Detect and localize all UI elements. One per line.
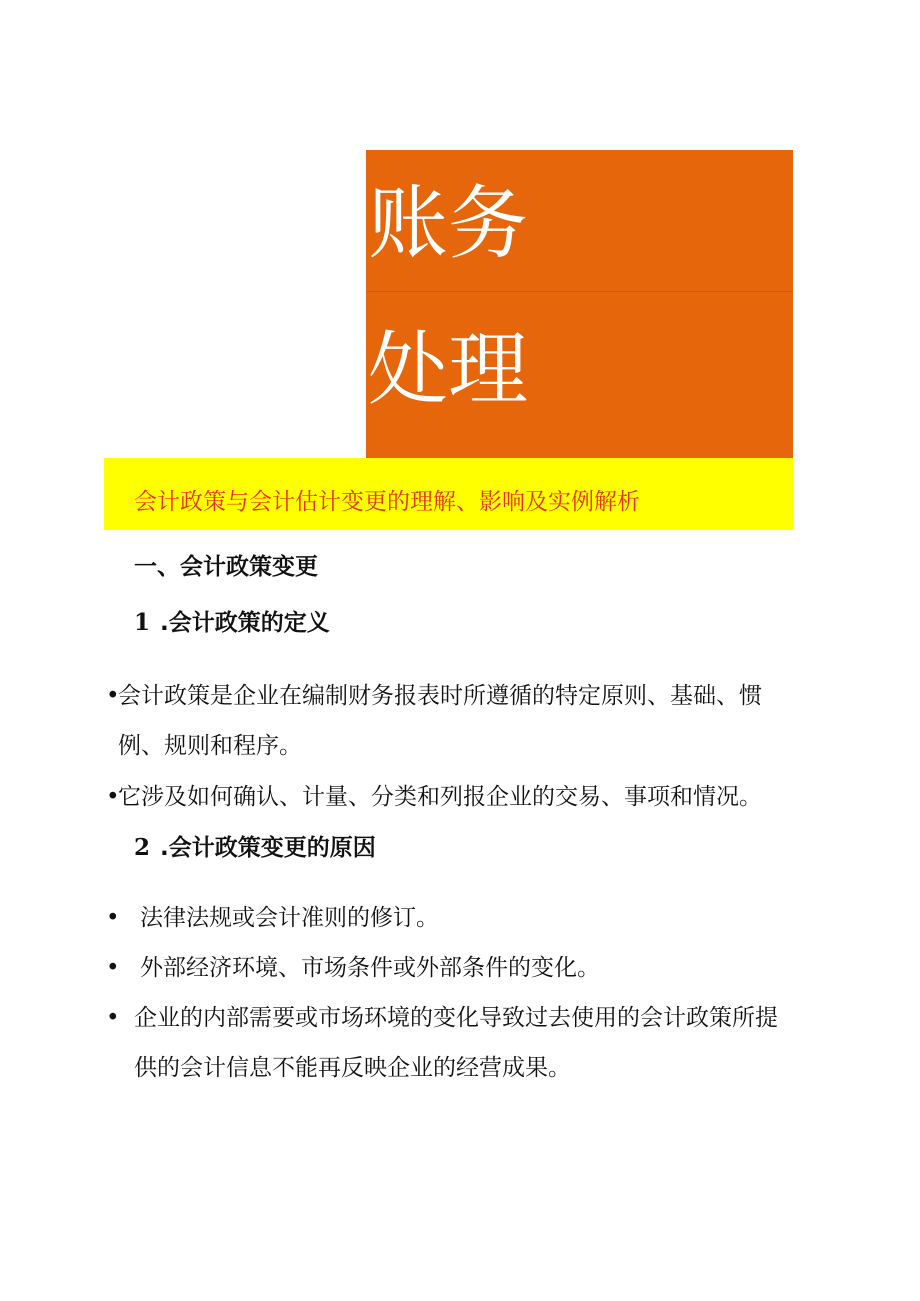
bullet-icon: • bbox=[106, 955, 120, 981]
subheading-change-reasons bbox=[134, 833, 376, 863]
reason-bullet-1: 法律法规或会计准则的修订。 bbox=[140, 905, 439, 931]
definition-bullet-2: 它涉及如何确认、计量、分类和列报企业的交易、事项和情况。 bbox=[118, 784, 762, 810]
subheading-policy-definition bbox=[134, 608, 330, 638]
cover-title-divider bbox=[366, 291, 793, 292]
list-item bbox=[106, 772, 806, 822]
subheading-number: 2 bbox=[134, 834, 151, 861]
section-heading-policy-change bbox=[134, 552, 318, 582]
cover-title-block bbox=[366, 150, 793, 458]
subheading-text: .会计政策变更的原因 bbox=[160, 835, 376, 861]
definition-bullet-1: 会计政策是企业在编制财务报表时所遵循的特定原则、基础、惯例、规则和程序。 bbox=[118, 683, 762, 759]
reason-bullet-3: 企业的内部需要或市场环境的变化导致过去使用的会计政策所提供的会计信息不能再反映企业的经营成果。 bbox=[134, 1005, 778, 1081]
bullet-icon: • bbox=[106, 784, 120, 810]
bullet-icon: • bbox=[106, 905, 120, 931]
bullet-icon: • bbox=[106, 1005, 120, 1031]
subtitle-band bbox=[104, 458, 793, 530]
document-subtitle: 会计政策与会计估计变更的理解、影响及实例解析 bbox=[134, 489, 640, 515]
bullet-icon: • bbox=[106, 683, 120, 709]
list-item bbox=[106, 943, 786, 993]
cover-title-line-1: 账务 bbox=[368, 177, 528, 270]
section-heading-text: 一、会计政策变更 bbox=[134, 554, 318, 580]
subheading-text: .会计政策的定义 bbox=[160, 610, 330, 636]
subheading-number: 1 bbox=[134, 609, 151, 636]
list-item-text bbox=[106, 671, 786, 771]
list-item bbox=[106, 893, 786, 943]
cover-title-line-2: 处理 bbox=[368, 323, 528, 416]
reason-bullet-2: 外部经济环境、市场条件或外部条件的变化。 bbox=[140, 955, 600, 981]
list-item bbox=[106, 993, 796, 1093]
list-item bbox=[106, 671, 786, 771]
